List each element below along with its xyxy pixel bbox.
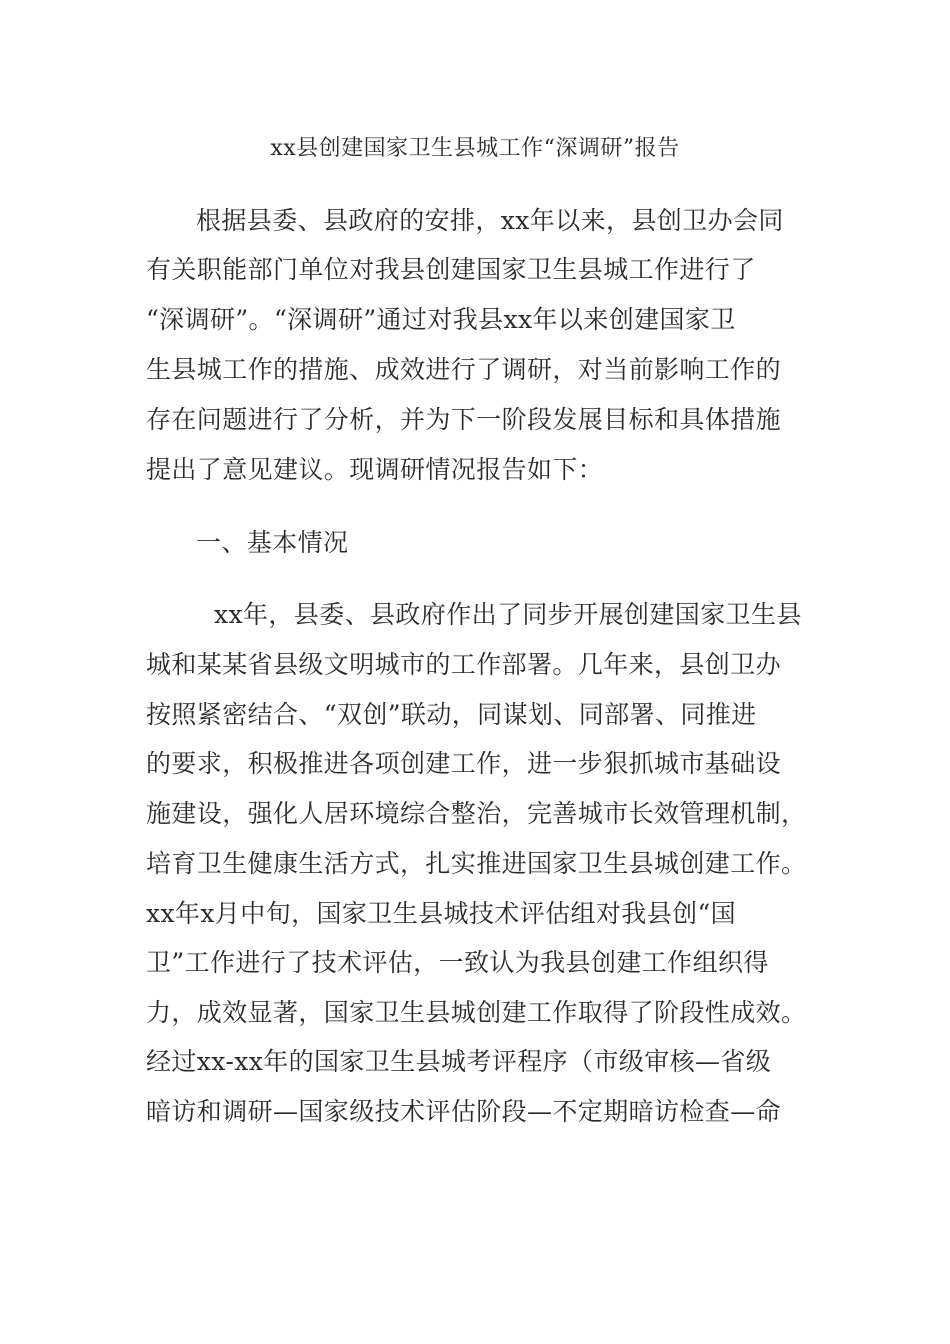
intro-line-1: 根据县委、县政府的安排，xx年以来，县创卫办会同 xyxy=(196,206,784,235)
body-line-1: xx年，县委、县政府作出了同步开展创建国家卫生县 xyxy=(214,600,802,629)
body-line-6: 培育卫生健康生活方式，扎实推进国家卫生县城创建工作。 xyxy=(146,849,807,878)
intro-line-3: “深调研”。“深调研”通过对我县xx年以来创建国家卫 xyxy=(146,305,736,334)
body-line-4: 的要求，积极推进各项创建工作，进一步狠抓城市基础设 xyxy=(146,749,782,778)
intro-line-6: 提出了意见建议。现调研情况报告如下： xyxy=(146,455,604,484)
body-line-10: 经过xx-xx年的国家卫生县城考评程序（市级审核—省级 xyxy=(146,1047,772,1076)
body-line-7: xx年x月中旬，国家卫生县城技术评估组对我县创“国 xyxy=(146,899,737,928)
body-line-8: 卫”工作进行了技术评估，一致认为我县创建工作组织得 xyxy=(146,948,769,977)
intro-line-4: 生县城工作的措施、成效进行了调研，对当前影响工作的 xyxy=(146,355,782,384)
body-line-9: 力，成效显著，国家卫生县城创建工作取得了阶段性成效。 xyxy=(146,998,807,1027)
body-line-5: 施建设，强化人居环境综合整治，完善城市长效管理机制， xyxy=(146,799,807,828)
body-line-2: 城和某某省县级文明城市的工作部署。几年来，县创卫办 xyxy=(146,650,782,679)
intro-line-5: 存在问题进行了分析，并为下一阶段发展目标和具体措施 xyxy=(146,405,782,434)
body-line-11: 暗访和调研—国家级技术评估阶段—不定期暗访检查—命 xyxy=(146,1097,782,1126)
body-line-3: 按照紧密结合、“双创”联动，同谋划、同部署、同推进 xyxy=(146,700,757,729)
section-heading: 一、基本情况 xyxy=(196,528,349,557)
intro-line-2: 有关职能部门单位对我县创建国家卫生县城工作进行了 xyxy=(146,255,756,284)
document-title: xx县创建国家卫生县城工作“深调研”报告 xyxy=(270,136,680,161)
